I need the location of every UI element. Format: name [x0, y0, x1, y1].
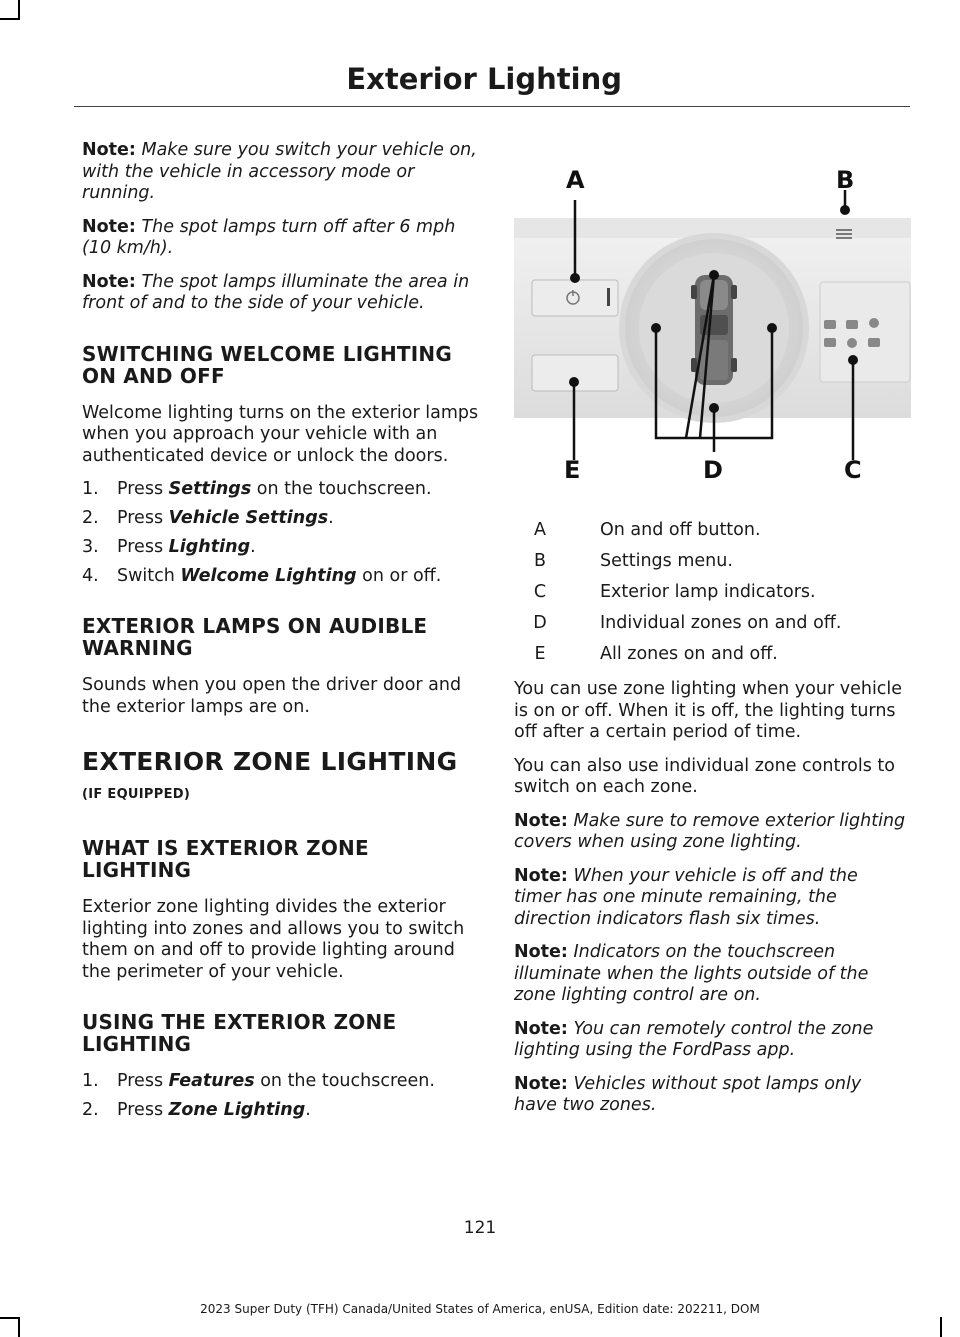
right-column [514, 512, 909, 1129]
left-column [82, 140, 482, 1133]
lamp-indicator-panel [820, 282, 910, 382]
note: Note: Vehicles without spot lamps only have two zones. [514, 1073, 862, 1115]
list-item: 2. Press Zone Lighting. [82, 1100, 311, 1120]
note: Note: The spot lamps turn off after 6 mph (10 km/h). [82, 216, 456, 258]
section-heading: EXTERIOR LAMPS ON AUDIBLE WARNING [82, 614, 428, 660]
legend-row: C Exterior lamp indicators. [533, 582, 816, 602]
paragraph: Exterior zone lighting divides the exterior lighting into zones and allows you to switch them on and off to provide lighting around the perimeter of your vehicle. [82, 897, 465, 982]
crop-mark [0, 1317, 20, 1319]
list-item: 1. Press Settings on the touchscreen. [82, 479, 432, 499]
zone-lighting-control-figure [514, 160, 911, 490]
callout-e: E [564, 456, 581, 484]
list-item: 3. Press Lighting. [82, 537, 256, 557]
callout-d: D [703, 456, 723, 484]
crop-mark [18, 0, 20, 20]
crop-mark [18, 1317, 20, 1337]
paragraph: Sounds when you open the driver door and the exterior lamps are on. [82, 675, 462, 717]
list-item: 1. Press Features on the touchscreen. [82, 1071, 435, 1091]
legend-row: E All zones on and off. [534, 644, 778, 664]
paragraph: You can use zone lighting when your vehicle is on or off. When it is off, the lighting turns off after a certain period of time. [514, 679, 903, 742]
paragraph: Welcome lighting turns on the exterior lamps when you approach your vehicle with an authenticated device or unlock the doors. [82, 402, 479, 466]
legend-row: A On and off button. [534, 520, 761, 540]
callout-a: A [566, 166, 585, 194]
header-divider [74, 106, 910, 107]
crop-mark [0, 18, 20, 20]
section-heading: SWITCHING WELCOME LIGHTING ON AND OFF [82, 341, 452, 388]
page-number: 121 [463, 1218, 497, 1238]
note: Note: You can remotely control the zone lighting using the FordPass app. [514, 1018, 874, 1060]
list-item: 2. Press Vehicle Settings. [82, 508, 334, 528]
zone-lighting-illustration [514, 160, 911, 490]
list-item: 4. Switch Welcome Lighting on or off. [82, 566, 442, 586]
step-list [82, 1071, 482, 1121]
note: Note: Indicators on the touchscreen illuminate when the lights outside of the zone lighting control are on. [514, 942, 869, 1005]
edition-footer: 2023 Super Duty (TFH) Canada/United States of America, enUSA, Edition date: 202211, DOM [200, 1302, 760, 1316]
step-list [82, 479, 482, 587]
section-heading: WHAT IS EXTERIOR ZONE LIGHTING [82, 836, 369, 882]
paragraph: You can also use individual zone controls to switch on each zone. [514, 755, 895, 797]
crop-mark [940, 1317, 942, 1337]
on-off-button [532, 280, 618, 316]
callout-c: C [844, 456, 862, 484]
note: Note: Make sure to remove exterior lighting covers when using zone lighting. [514, 810, 906, 852]
note: Note: When your vehicle is off and the timer has one minute remaining, the direction indicators flash six times. [514, 865, 858, 929]
page-title: Exterior Lighting [346, 62, 622, 96]
callout-b: B [836, 166, 855, 194]
legend-row: D Individual zones on and off. [533, 613, 842, 633]
figure-legend [514, 520, 909, 665]
legend-row: B Settings menu. [533, 551, 733, 571]
note: Note: The spot lamps illuminate the area in front of and to the side of your vehicle. [82, 271, 470, 313]
chapter-heading: EXTERIOR ZONE LIGHTING (IF EQUIPPED) [82, 747, 458, 802]
section-heading: USING THE EXTERIOR ZONE LIGHTING [82, 1010, 397, 1056]
note: Note: Make sure you switch your vehicle on, with the vehicle in accessory mode or running. [82, 140, 477, 203]
